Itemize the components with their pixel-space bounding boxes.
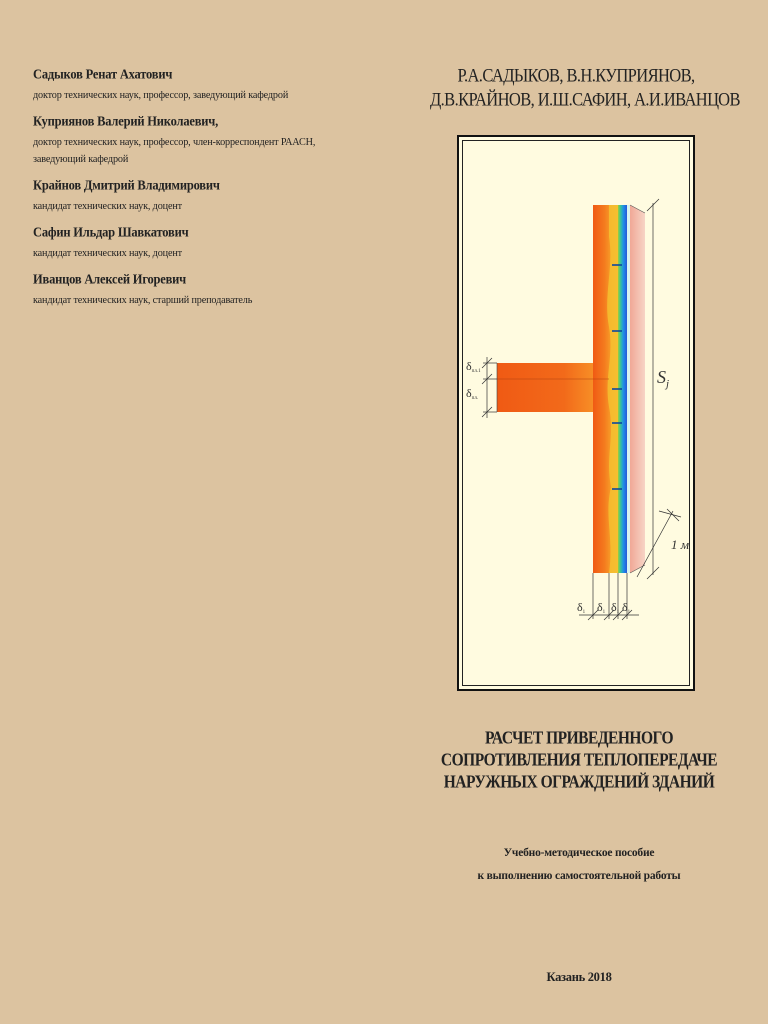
author-title: заведующий кафедрой [33, 154, 129, 165]
author-entry [33, 113, 363, 168]
delta-layer-label: δ1 [577, 600, 586, 615]
author-name: Куприянов Валерий Николаевич, [33, 113, 219, 129]
delta-slab-bot-label: δпл. [466, 386, 479, 401]
author-title: кандидат технических наук, доцент [33, 201, 182, 212]
book-subtitle [410, 842, 748, 888]
delta-layer-label: δ1 [622, 600, 631, 615]
author-name: Крайнов Дмитрий Владимирович [33, 177, 220, 193]
author-name: Иванцов Алексей Игоревич [33, 271, 187, 287]
author-entry [33, 66, 363, 104]
city-year: Казань 2018 [546, 970, 612, 984]
book-title-line: СОПРОТИВЛЕНИЯ ТЕПЛОПЕРЕДАЧЕ [440, 750, 718, 771]
thermal-field-diagram [459, 137, 697, 693]
author-name: Сафин Ильдар Шавкатович [33, 224, 189, 240]
book-title-line: РАСЧЕТ ПРИВЕДЕННОГО [484, 728, 674, 749]
authors-info-panel [33, 66, 363, 318]
floor-slab [497, 363, 593, 412]
cover-figure [457, 135, 695, 691]
cover-authors-line: Р.А.САДЫКОВ, В.Н.КУПРИЯНОВ, [457, 64, 695, 87]
author-name: Садыков Ренат Ахатович [33, 66, 173, 82]
membrane-layer [627, 205, 630, 573]
area-label-sub: j [666, 378, 670, 390]
author-title: доктор технических наук, профессор, заведующий кафедрой [33, 90, 289, 101]
area-label-main: S [657, 367, 666, 387]
delta-layer-label: δ1 [597, 600, 606, 615]
facade-panel [630, 205, 645, 573]
author-title: доктор технических наук, профессор, член-корреспондент РААСН, [33, 137, 316, 148]
delta-layer-label: δ1 [611, 600, 620, 615]
length-label: 1 м [671, 537, 690, 552]
book-title-line: НАРУЖНЫХ ОГРАЖДЕНИЙ ЗДАНИЙ [443, 772, 715, 793]
author-entry [33, 224, 363, 262]
author-entry [33, 177, 363, 215]
cover-authors-line: Д.В.КРАЙНОВ, И.Ш.САФИН, А.И.ИВАНЦОВ [430, 88, 740, 111]
cover-authors [430, 64, 740, 112]
author-title: кандидат технических наук, доцент [33, 248, 182, 259]
area-label [657, 367, 669, 390]
author-title: кандидат технических наук, старший преподаватель [33, 295, 253, 306]
book-subtitle-line: к выполнению самостоятельной работы [477, 870, 681, 882]
delta-slab-top-label: δпл.1 [466, 359, 481, 374]
book-title [410, 728, 748, 794]
author-entry [33, 271, 363, 309]
book-subtitle-line: Учебно-методическое пособие [503, 847, 655, 859]
